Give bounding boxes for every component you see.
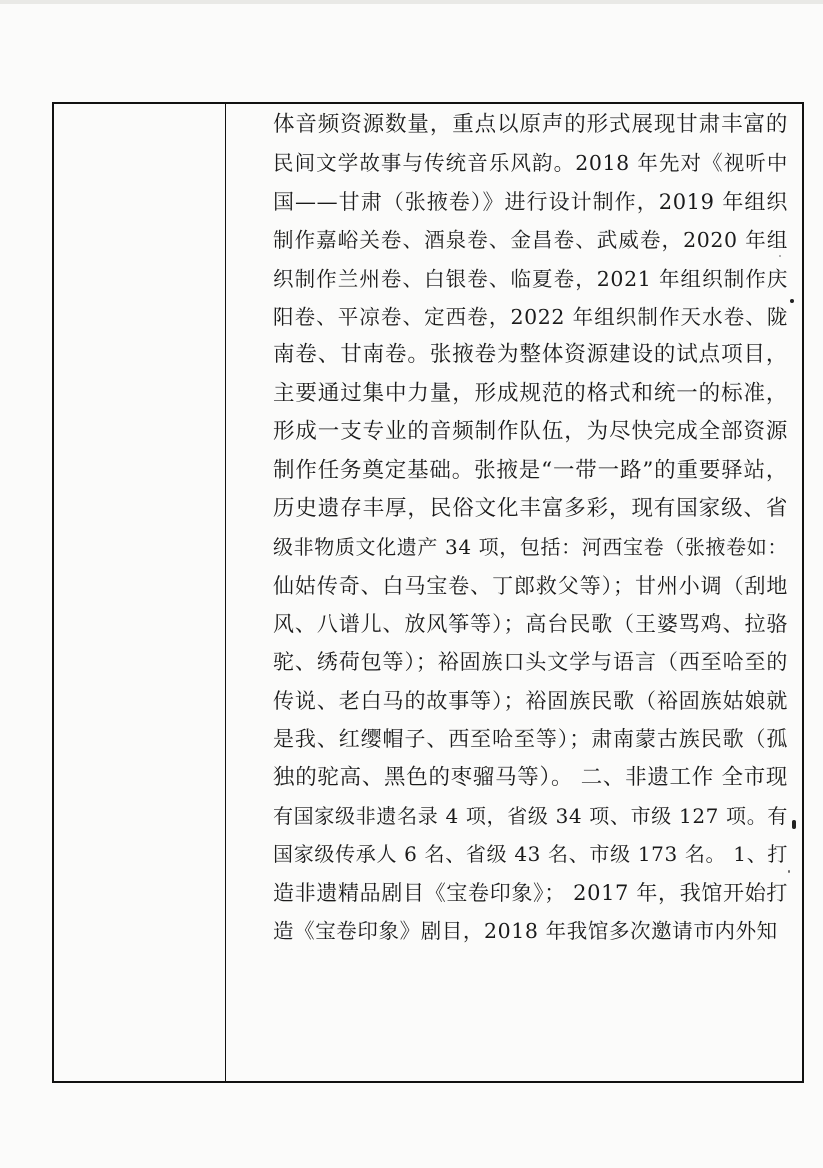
text-line: 南卷、甘南卷。张掖卷为整体资源建设的试点项目， [273,342,788,368]
text-line: 国——甘肃（张掖卷）》进行设计制作，2019 年组织 [273,189,788,214]
text-line: 是我、红缨帽子、西至哈至等）；肃南蒙古族民歌（孤 [273,727,788,752]
scan-speck [790,299,794,303]
text-line: 独的驼高、黑色的枣骝马等）。 二、非遗工作 全市现 [273,764,788,790]
text-line: 风、八谱儿、放风筝等）；高台民歌（王婆骂鸡、拉骆 [273,612,788,637]
text-line: 造非遗精品剧目《宝卷印象》； 2017 年，我馆开始打 [273,880,788,905]
text-line: 民间文学故事与传统音乐风韵。2018 年先对《视听中 [273,151,788,176]
text-line: 仙姑传奇、白马宝卷、丁郎救父等）；甘州小调（刮地 [273,573,788,598]
text-line: 制作任务奠定基础。张掖是“一带一路”的重要驿站， [273,457,788,483]
scan-speck [792,820,796,829]
text-line: 体音频资源数量，重点以原声的形式展现甘肃丰富的 [273,112,788,137]
scan-edge [0,0,823,4]
text-line: 形成一支专业的音频制作队伍，为尽快完成全部资源 [273,419,788,445]
table-label-cell [54,104,226,1081]
text-line: 主要通过集中力量，形成规范的格式和统一的标准， [273,380,788,406]
text-line: 级非物质文化遗产 34 项，包括：河西宝卷（张掖卷如： [273,535,788,560]
body-paragraph [273,106,788,951]
text-line: 造《宝卷印象》剧目，2018 年我馆多次邀请市内外知 [273,919,778,944]
form-table [52,102,804,1083]
scan-speck [779,255,781,257]
text-line: 阳卷、平凉卷、定西卷，2022 年组织制作天水卷、陇 [273,304,788,329]
text-line: 国家级传承人 6 名、省级 43 名、市级 173 名。 1、打 [273,842,788,867]
table-content-cell [226,104,802,1081]
text-line: 织制作兰州卷、白银卷、临夏卷，2021 年组织制作庆 [273,266,788,291]
text-line: 驼、绣荷包等）；裕固族口头文学与语言（西至哈至的 [273,650,788,675]
scan-speck [788,870,790,873]
text-line: 传说、老白马的故事等）；裕固族民歌（裕固族姑娘就 [273,688,788,713]
text-line: 有国家级非遗名录 4 项，省级 34 项、市级 127 项。有 [273,804,788,829]
text-line: 历史遗存丰厚，民俗文化丰富多彩，现有国家级、省 [273,495,788,521]
text-line: 制作嘉峪关卷、酒泉卷、金昌卷、武威卷，2020 年组 [273,228,788,253]
